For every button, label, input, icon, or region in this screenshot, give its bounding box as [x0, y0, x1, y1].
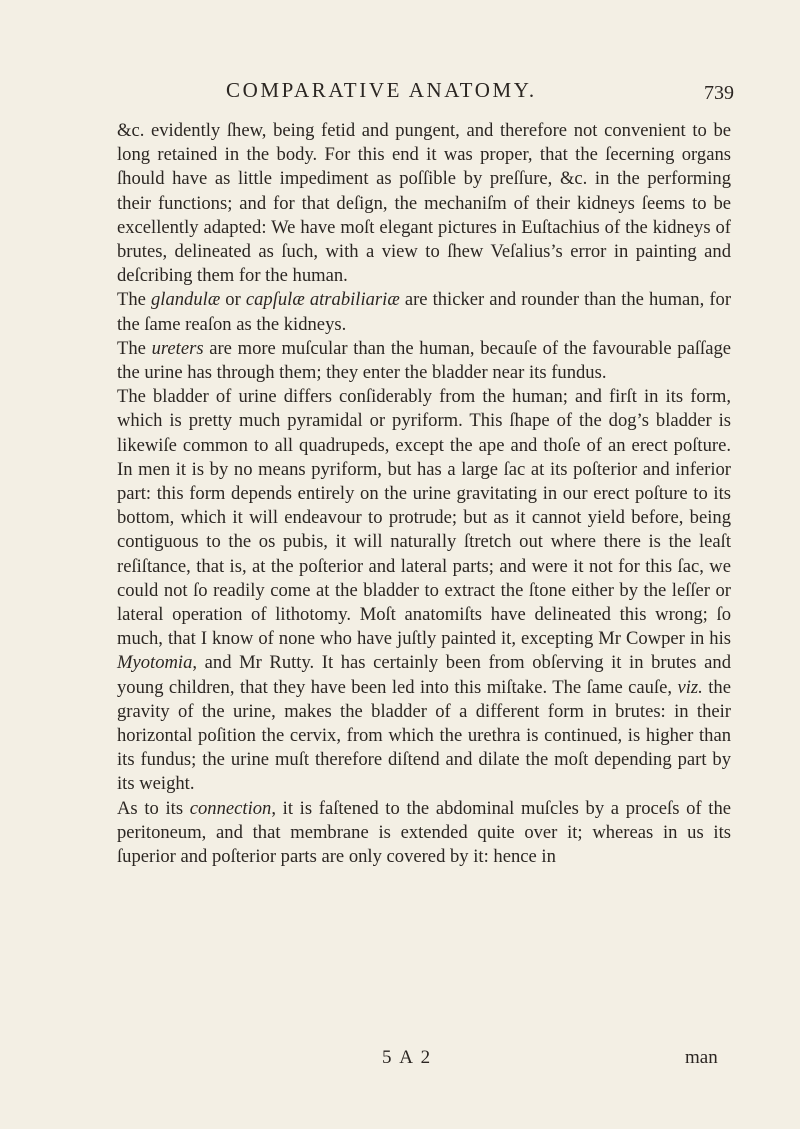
italic-term: capſulæ atrabiliariæ — [245, 289, 400, 311]
italic-term: glandulæ — [151, 289, 221, 311]
page-number: 739 — [704, 82, 734, 104]
italic-term: connection — [189, 797, 272, 819]
paragraph — [117, 385, 731, 796]
text-run: The — [117, 289, 151, 311]
text-run: , and Mr Rutty. It has certainly been from obſerving it in brutes and young children, that they have been led into this miſtake. The ſame cauſe, — [117, 652, 731, 698]
italic-term: ureters — [151, 337, 204, 359]
paragraph — [117, 797, 731, 870]
signature-mark: 5 A 2 — [382, 1047, 433, 1068]
running-head: COMPARATIVE ANATOMY. — [226, 78, 537, 102]
text-run: the gravity of the urine, makes the bladder of a different form in brutes: in their horizontal poſition the cervix, from which the urethra is continued, is higher than its fundus; the urine muſt therefore diſtend and dilate the moſt depending part by its weight. — [117, 676, 731, 795]
text-run: The — [117, 337, 152, 359]
text-run: are thicker and rounder than the human, for the ſame reaſon as the kidneys. — [117, 289, 732, 335]
text-run: or — [220, 289, 246, 311]
text-run: &c. evidently ſhew, being fetid and pungent, and therefore not convenient to be long retained in the body. For this end it was proper, that the ſecerning organs ſhould have as little impediment as poſſible by preſſure, &c. in the performing their functions; and for that deſign, the mechaniſm of their kidneys ſeems to be excellently adapted: We have moſt elegant pictures in Euſtachius of the kidneys of brutes, delineated as ſuch, with a view to ſhew Veſalius’s error in painting and deſcribing them for the human. — [117, 120, 731, 287]
text-run: As to its — [117, 797, 190, 819]
paragraph — [117, 337, 731, 385]
page-header — [0, 78, 800, 108]
text-run: are more muſcular than the human, becauſe of the favourable paſſage the urine has through them; they enter the bladder near its fundus. — [117, 337, 731, 384]
catchword: man — [685, 1047, 718, 1068]
italic-term: viz. — [677, 676, 703, 698]
text-run: , it is faſtened to the abdominal muſcles by a proceſs of the peritoneum, and that membrane is extended quite over it; whereas in us its ſuperior and poſterior parts are only covered by it: hence in — [117, 797, 731, 868]
body-text — [117, 119, 731, 869]
paragraph — [117, 119, 731, 288]
italic-term: Myotomia — [117, 652, 193, 674]
text-run: The bladder of urine differs conſiderably from the human; and firſt in its form, which is pretty much pyramidal or pyriform. This ſhape of the dog’s bladder is likewiſe common to all quadrupeds, except the ape and thoſe of an erect poſture. In men it is by no means pyriform, but has a large ſac at its poſterior and inferior part: this form depends entirely on the urine gravitating in our erect poſture to its bottom, which it will endeavour to protrude; but as it cannot yield before, being contiguous to the os pubis, it will naturally ſtretch out where there is the leaſt reſiſtance, that is, at the poſterior and lateral parts; and were it not for this ſac, we could not ſo readily come at the bladder to extract the ſtone either by the leſſer or lateral operation of lithotomy. Moſt anatomiſts have delineated this wrong; ſo much, that I know of none who have juſtly painted it, excepting Mr Cowper in his — [117, 386, 731, 650]
page-footer — [0, 1047, 800, 1075]
paragraph — [117, 288, 731, 336]
